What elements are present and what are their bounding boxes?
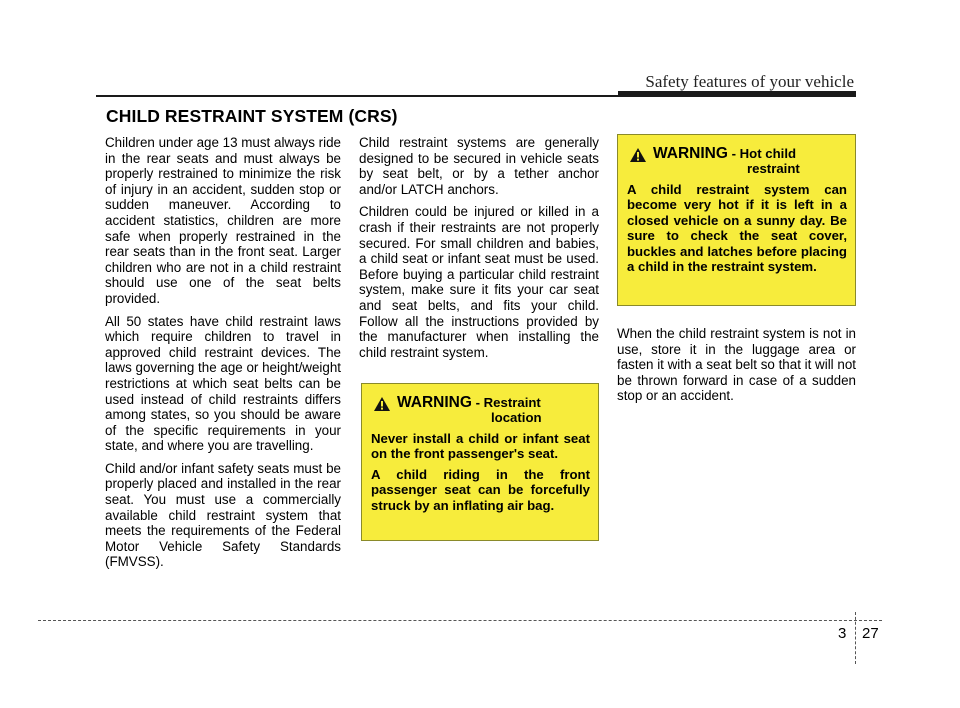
paragraph: All 50 states have child restraint laws which require children to travel in approved child restraint devices. The laws governing the age or height/weight restrictions at which seat belts can be used instead of child restraints differs among states, so you should be aware of the specific requirements in your state, and where you are travelling. <box>105 313 341 454</box>
warning-subtitle-line2: restraint <box>747 161 800 176</box>
warning-triangle-icon <box>629 147 647 163</box>
paragraph: Children under age 13 must always ride in the rear seats and must always be properly restrained to minimize the risk of injury in an accident, sudden stop or sudden maneuver. According to accident statistics, children are more safe when properly restrained in the rear seats than in the front seat. Larger children who are not in a child restraint should use one of the seat belts provided. <box>105 135 341 306</box>
column-1 <box>105 135 341 577</box>
warning-subtitle: - Restraint <box>475 395 541 410</box>
warning-text: A child restraint system can become very hot if it is left in a closed vehicle on a sunny day. Be sure to check the seat cover, buckles and latches before placing a child in the restraint system. <box>627 182 847 275</box>
warning-text: Never install a child or infant seat on the front passenger's seat. <box>371 431 590 462</box>
warning-header <box>371 394 590 425</box>
paragraph: Children could be injured or killed in a crash if their restraints are not properly secured. For small children and babies, a child seat or infant seat must be used. Before buying a particular child restraint system, make sure it fits your car seat and seat belts, and fits your child. Follow all the instructions provided by the manufacturer when installing the child restraint system. <box>359 204 599 360</box>
page-number-separator <box>855 612 856 664</box>
section-title: CHILD RESTRAINT SYSTEM (CRS) <box>106 106 398 126</box>
paragraph: Child and/or infant safety seats must be properly placed and installed in the rear seat. You must use a commercially available child restraint system that meets the requirements of the Federal Motor Vehicle Safety Standards (FMVSS). <box>105 460 341 570</box>
warning-box-restraint-location <box>361 383 599 541</box>
warning-text: A child riding in the front passenger seat can be forcefully struck by an inflating air bag. <box>371 466 590 513</box>
warning-triangle-icon <box>373 396 391 412</box>
paragraph: Child restraint systems are generally designed to be secured in vehicle seats by seat belt, or by a tether anchor and/or LATCH anchors. <box>359 135 599 197</box>
warning-subtitle: - Hot child <box>731 146 797 161</box>
warning-header <box>627 145 847 176</box>
column-2 <box>359 135 599 367</box>
warning-box-hot-child-restraint <box>617 134 856 306</box>
column-3-text <box>617 326 856 411</box>
warning-subtitle-line2: location <box>491 410 542 425</box>
footer-divider <box>38 620 882 621</box>
page-number: 27 <box>862 625 879 642</box>
chapter-number: 3 <box>838 625 847 642</box>
header-title: Safety features of your vehicle <box>645 72 854 91</box>
header-bar <box>618 91 856 97</box>
paragraph: When the child restraint system is not in use, store it in the luggage area or fasten it with a seat belt so that it will not be thrown forward in case of a sudden stop or an accident. <box>617 326 856 404</box>
warning-label: WARNING <box>397 394 472 411</box>
warning-label: WARNING <box>653 145 728 162</box>
